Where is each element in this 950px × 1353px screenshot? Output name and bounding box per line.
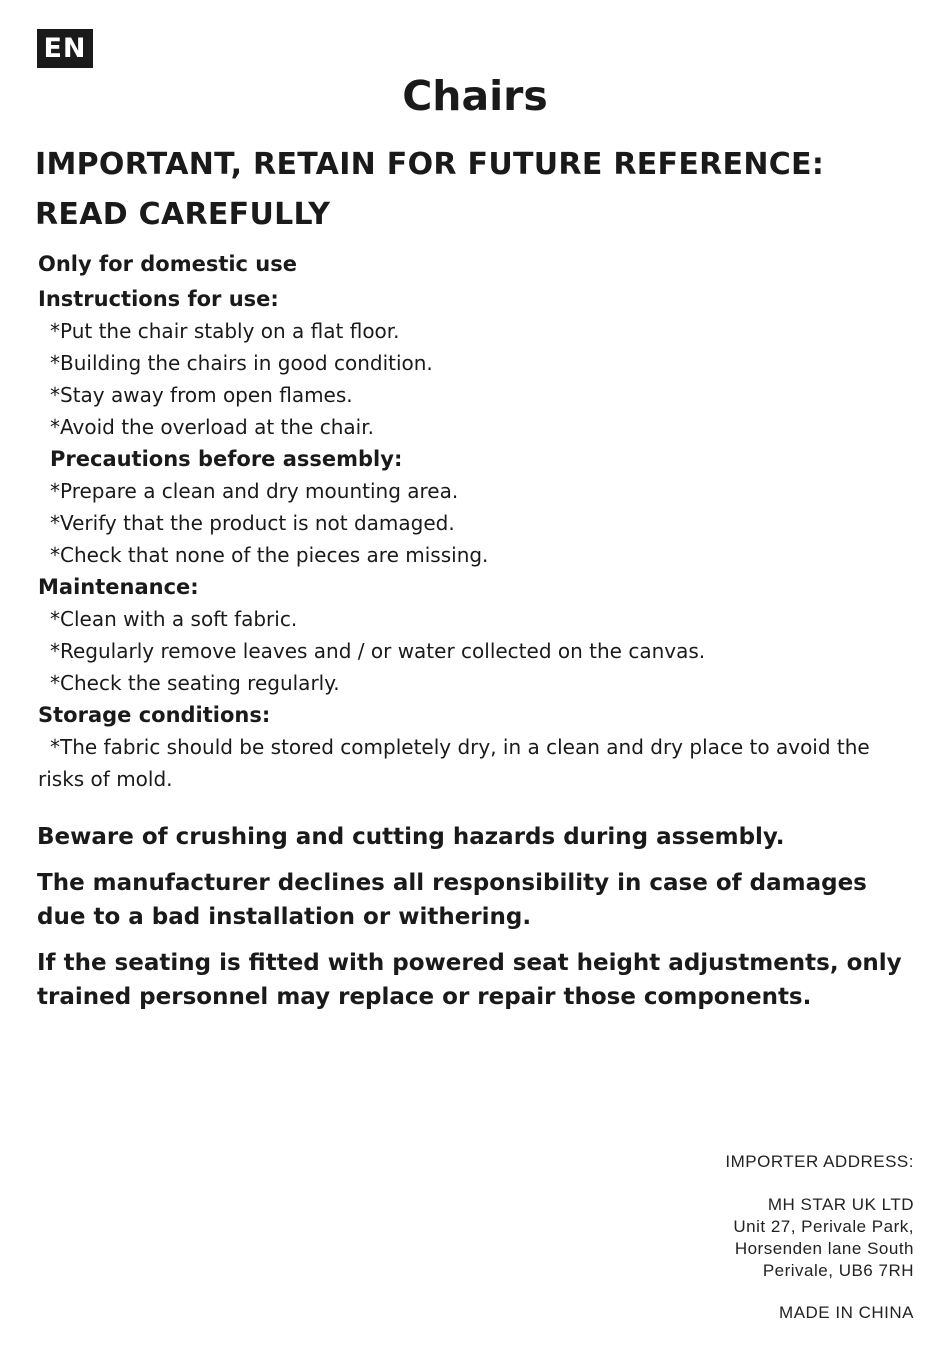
instruction-item: *Building the chairs in good condition.	[50, 351, 433, 375]
importer-address	[514, 1194, 914, 1282]
maintenance-item: *Check the seating regularly.	[50, 671, 340, 695]
warnings-section	[37, 820, 917, 1026]
storage-heading: Storage conditions:	[38, 703, 271, 727]
instructions-body	[38, 246, 918, 795]
page-title: Chairs	[402, 72, 548, 120]
precaution-item: *Verify that the product is not damaged.	[50, 511, 455, 535]
precautions-heading: Precautions before assembly:	[50, 447, 403, 471]
address-line: Unit 27, Perivale Park,	[733, 1217, 914, 1236]
importer-label: IMPORTER ADDRESS:	[725, 1152, 914, 1171]
maintenance-item: *Clean with a soft fabric.	[50, 607, 298, 631]
instruction-item: *Put the chair stably on a flat floor.	[50, 319, 400, 343]
address-line: MH STAR UK LTD	[767, 1195, 914, 1214]
instructions-heading: Instructions for use:	[38, 287, 279, 311]
instruction-item: *Stay away from open flames.	[50, 383, 353, 407]
warning-crushing: Beware of crushing and cutting hazards during assembly.	[37, 824, 785, 850]
domestic-use-notice: Only for domestic use	[38, 252, 298, 276]
important-heading	[35, 140, 925, 240]
warning-liability: The manufacturer declines all responsibility in case of damages due to a bad installation or withering.	[37, 870, 867, 930]
warning-powered-seat: If the seating is fitted with powered seat height adjustments, only trained personnel may replace or repair those components.	[37, 950, 902, 1010]
precaution-item: *Check that none of the pieces are missing.	[50, 543, 489, 567]
important-heading-line-1: IMPORTANT, RETAIN FOR FUTURE REFERENCE:	[35, 147, 825, 182]
maintenance-heading: Maintenance:	[38, 575, 199, 599]
instruction-item: *Avoid the overload at the chair.	[50, 415, 374, 439]
maintenance-item: *Regularly remove leaves and / or water collected on the canvas.	[50, 639, 706, 663]
address-line: Horsenden lane South	[734, 1239, 914, 1258]
important-heading-line-2: READ CAREFULLY	[35, 197, 331, 232]
storage-text: *The fabric should be stored completely dry, in a clean and dry place to avoid the risks of mold.	[38, 735, 870, 791]
importer-block	[514, 1150, 914, 1324]
precaution-item: *Prepare a clean and dry mounting area.	[50, 479, 459, 503]
address-line: Perivale, UB6 7RH	[762, 1261, 914, 1280]
made-in-label: MADE IN CHINA	[779, 1303, 914, 1322]
language-badge: EN	[37, 29, 93, 68]
